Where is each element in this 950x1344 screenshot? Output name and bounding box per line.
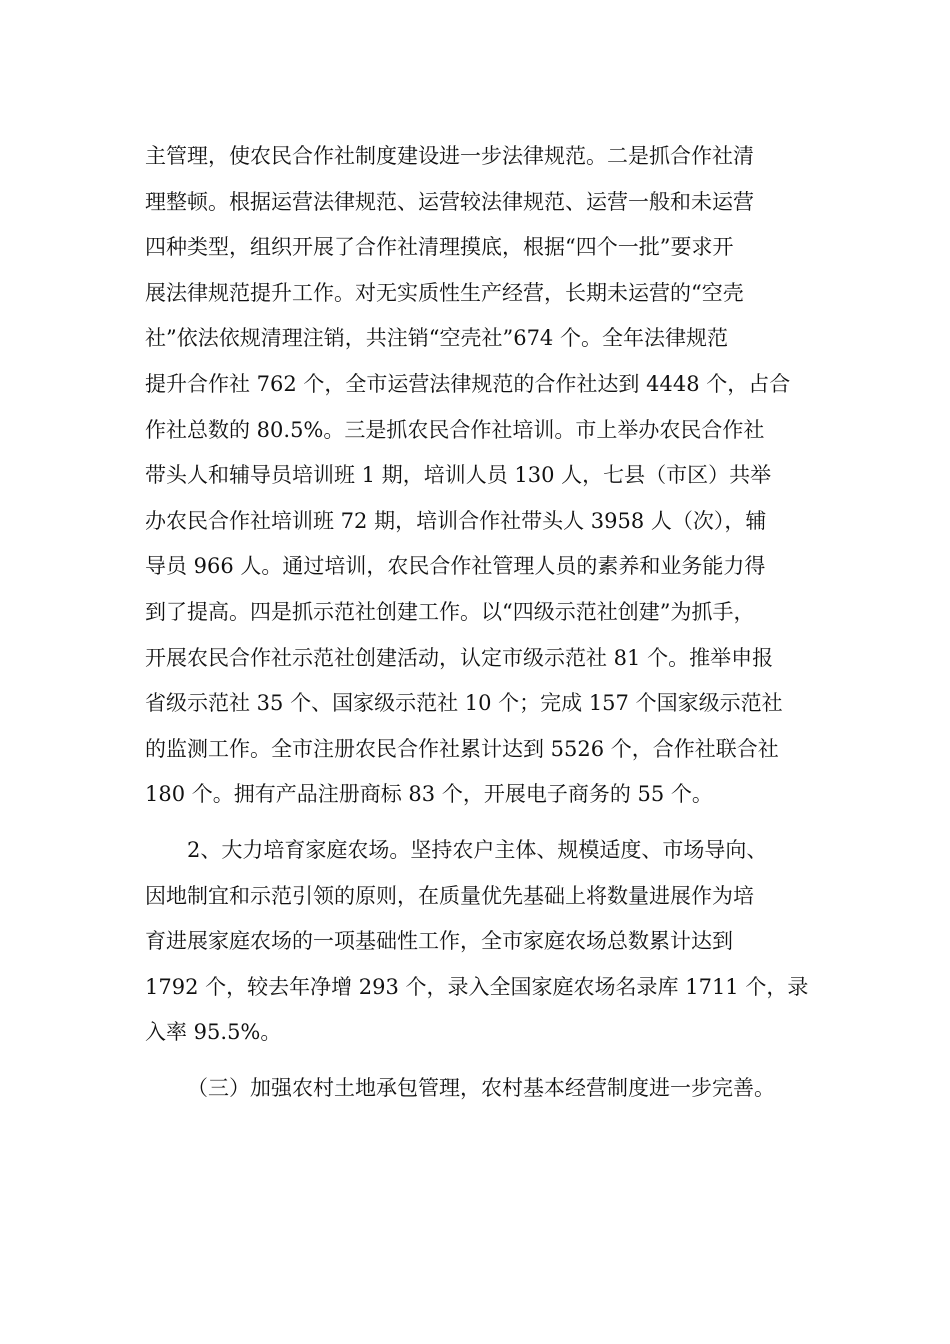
document-body <box>145 134 825 1111</box>
paragraph-1 <box>145 134 825 818</box>
text-line: 带头人和辅导员培训班 1 期，培训人员 130 人，七县（市区）共举 <box>145 463 772 488</box>
text-line: 2、大力培育家庭农场。坚持农户主体、规模适度、市场导向、 <box>187 837 768 862</box>
text-line: 作社总数的 80.5%。三是抓农民合作社培训。市上举办农民合作社 <box>145 417 765 442</box>
text-line: 省级示范社 35 个、国家级示范社 10 个；完成 157 个国家级示范社 <box>145 691 783 716</box>
text-line: 因地制宜和示范引领的原则，在质量优先基础上将数量进展作为培 <box>145 883 754 908</box>
text-line: 的监测工作。全市注册农民合作社累计达到 5526 个，合作社联合社 <box>145 736 779 761</box>
text-line: 入率 95.5%。 <box>145 1020 282 1045</box>
text-line: 到了提高。四是抓示范社创建工作。以“四级示范社创建”为抓手， <box>145 599 755 624</box>
text-line: 办农民合作社培训班 72 期，培训合作社带头人 3958 人（次），辅 <box>145 508 767 533</box>
text-line: 社”依法依规清理注销，共注销“空壳社”674 个。全年法律规范 <box>145 326 728 351</box>
text-line: 导员 966 人。通过培训，农民合作社管理人员的素养和业务能力得 <box>145 554 766 579</box>
text-line: 提升合作社 762 个，全市运营法律规范的合作社达到 4448 个，占合 <box>145 371 791 396</box>
paragraph-gap <box>145 1056 825 1066</box>
paragraph-gap <box>145 818 825 828</box>
text-line: 展法律规范提升工作。对无实质性生产经营，长期未运营的“空壳 <box>145 280 744 305</box>
text-line: 1792 个，较去年净增 293 个，录入全国家庭农场名录库 1711 个，录 <box>145 974 809 999</box>
paragraph-2 <box>145 828 825 1056</box>
section-heading-text: （三）加强农村土地承包管理，农村基本经营制度进一步完善。 <box>187 1075 775 1100</box>
text-line: 四种类型，组织开展了合作社清理摸底，根据“四个一批”要求开 <box>145 235 734 260</box>
text-line: 开展农民合作社示范社创建活动，认定市级示范社 81 个。推举申报 <box>145 645 774 670</box>
text-line: 180 个。拥有产品注册商标 83 个，开展电子商务的 55 个。 <box>145 782 713 807</box>
text-line: 育进展家庭农场的一项基础性工作，全市家庭农场总数累计达到 <box>145 929 733 954</box>
text-line: 理整顿。根据运营法律规范、运营较法律规范、运营一般和未运营 <box>145 189 754 214</box>
text-line: 主管理，使农民合作社制度建设进一步法律规范。二是抓合作社清 <box>145 144 754 168</box>
section-heading <box>145 1066 825 1112</box>
